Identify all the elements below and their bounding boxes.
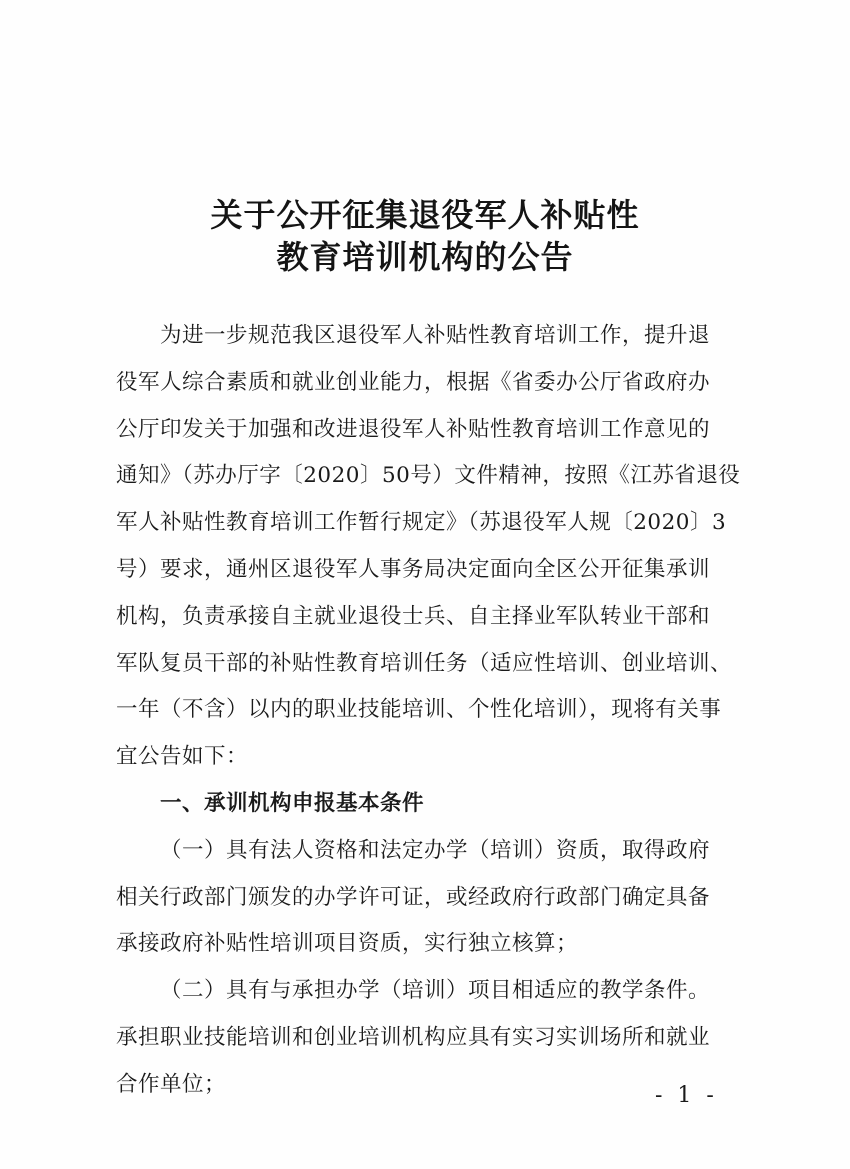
paragraph-line: （二）具有与承担办学（培训）项目相适应的教学条件。 xyxy=(160,978,711,1004)
paragraph-line: 相关行政部门颁发的办学许可证，或经政府行政部门确定具备 xyxy=(116,884,711,910)
section-heading: 一、承训机构申报基本条件 xyxy=(160,790,425,816)
paragraph-line: 通知》（苏办厅字〔2020〕50号）文件精神，按照《江苏省退役 xyxy=(116,463,741,489)
paragraph-line: 为进一步规范我区退役军人补贴性教育培训工作，提升退 xyxy=(160,323,711,348)
paragraph-line: 承担职业技能培训和创业培训机构应具有实习实训场所和就业 xyxy=(116,1024,711,1050)
paragraph-line: 号）要求，通州区退役军人事务局决定面向全区公开征集承训 xyxy=(116,556,711,582)
paragraph-line: 宜公告如下： xyxy=(116,744,249,770)
document-title-line-2: 教育培训机构的公告 xyxy=(276,238,574,276)
paragraph-line: 军队复员干部的补贴性教育培训任务（适应性培训、创业培训、 xyxy=(116,650,733,676)
paragraph-line: 合作单位； xyxy=(116,1071,227,1097)
paragraph-line: 一年（不含）以内的职业技能培训、个性化培训），现将有关事 xyxy=(116,697,722,723)
paragraph-line: （一）具有法人资格和法定办学（培训）资质，取得政府 xyxy=(160,837,711,863)
paragraph-line: 承接政府补贴性培训项目资质，实行独立核算； xyxy=(116,931,579,957)
paragraph-line: 公厅印发关于加强和改进退役军人补贴性教育培训工作意见的 xyxy=(116,416,711,442)
paragraph-line: 役军人综合素质和就业创业能力，根据《省委办公厅省政府办 xyxy=(116,369,711,395)
document-title-line-1: 关于公开征集退役军人补贴性 xyxy=(210,196,640,234)
paragraph-line: 军人补贴性教育培训工作暂行规定》（苏退役军人规〔2020〕3 xyxy=(116,510,727,536)
paragraph-line: 机构，负责承接自主就业退役士兵、自主择业军队转业干部和 xyxy=(116,603,711,629)
page-number: - 1 - xyxy=(655,1083,718,1108)
document-body xyxy=(116,313,741,1109)
